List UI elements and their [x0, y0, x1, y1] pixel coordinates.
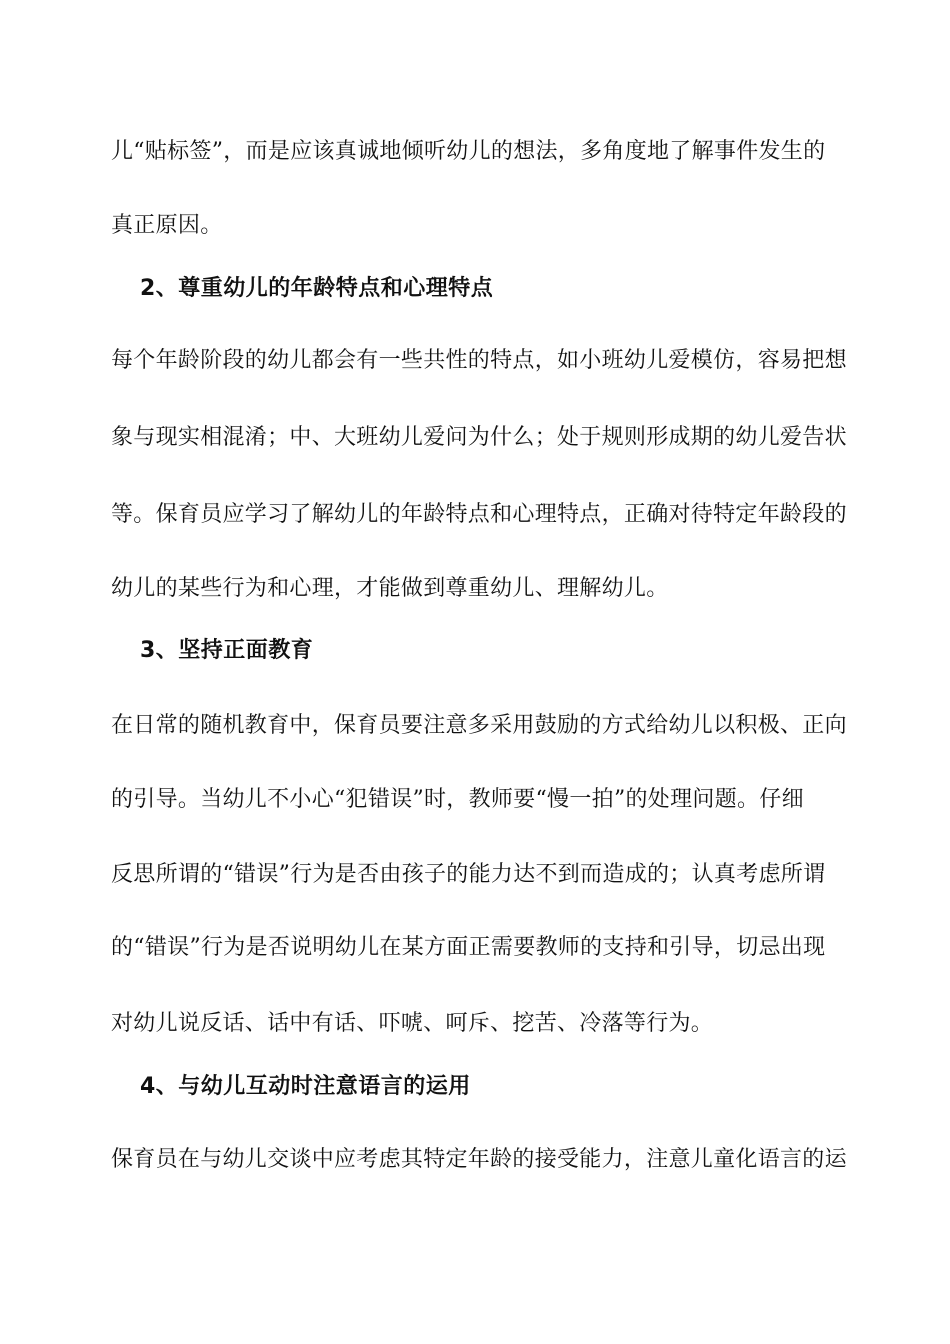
section-heading-3: 3、坚持正面教育: [140, 638, 314, 663]
body-text-line: 反思所谓的“错误”行为是否由孩子的能力达不到而造成的；认真考虑所谓: [111, 862, 826, 887]
body-text-line: 的引导。当幼儿不小心“犯错误”时，教师要“慢一拍”的处理问题。仔细: [111, 787, 804, 812]
body-text-line: 保育员在与幼儿交谈中应考虑其特定年龄的接受能力，注意儿童化语言的运: [111, 1147, 847, 1172]
body-text-line: 幼儿的某些行为和心理，才能做到尊重幼儿、理解幼儿。: [111, 576, 669, 601]
section-heading-4: 4、与幼儿互动时注意语言的运用: [140, 1074, 471, 1099]
body-text-line: 象与现实相混淆；中、大班幼儿爱问为什么；处于规则形成期的幼儿爱告状: [111, 425, 847, 450]
body-text-line: 对幼儿说反话、话中有话、吓唬、呵斥、挖苦、冷落等行为。: [111, 1011, 714, 1036]
body-text-line: 每个年龄阶段的幼儿都会有一些共性的特点，如小班幼儿爱模仿，容易把想: [111, 348, 847, 373]
body-text-line: 真正原因。: [111, 213, 223, 238]
section-heading-2: 2、尊重幼儿的年龄特点和心理特点: [140, 276, 494, 301]
body-text-line: 儿“贴标签”，而是应该真诚地倾听幼儿的想法，多角度地了解事件发生的: [111, 139, 826, 164]
body-text-line: 等。保育员应学习了解幼儿的年龄特点和心理特点，正确对待特定年龄段的: [111, 502, 847, 527]
body-text-line: 的“错误”行为是否说明幼儿在某方面正需要教师的支持和引导，切忌出现: [111, 935, 826, 960]
body-text-line: 在日常的随机教育中，保育员要注意多采用鼓励的方式给幼儿以积极、正向: [111, 713, 847, 738]
